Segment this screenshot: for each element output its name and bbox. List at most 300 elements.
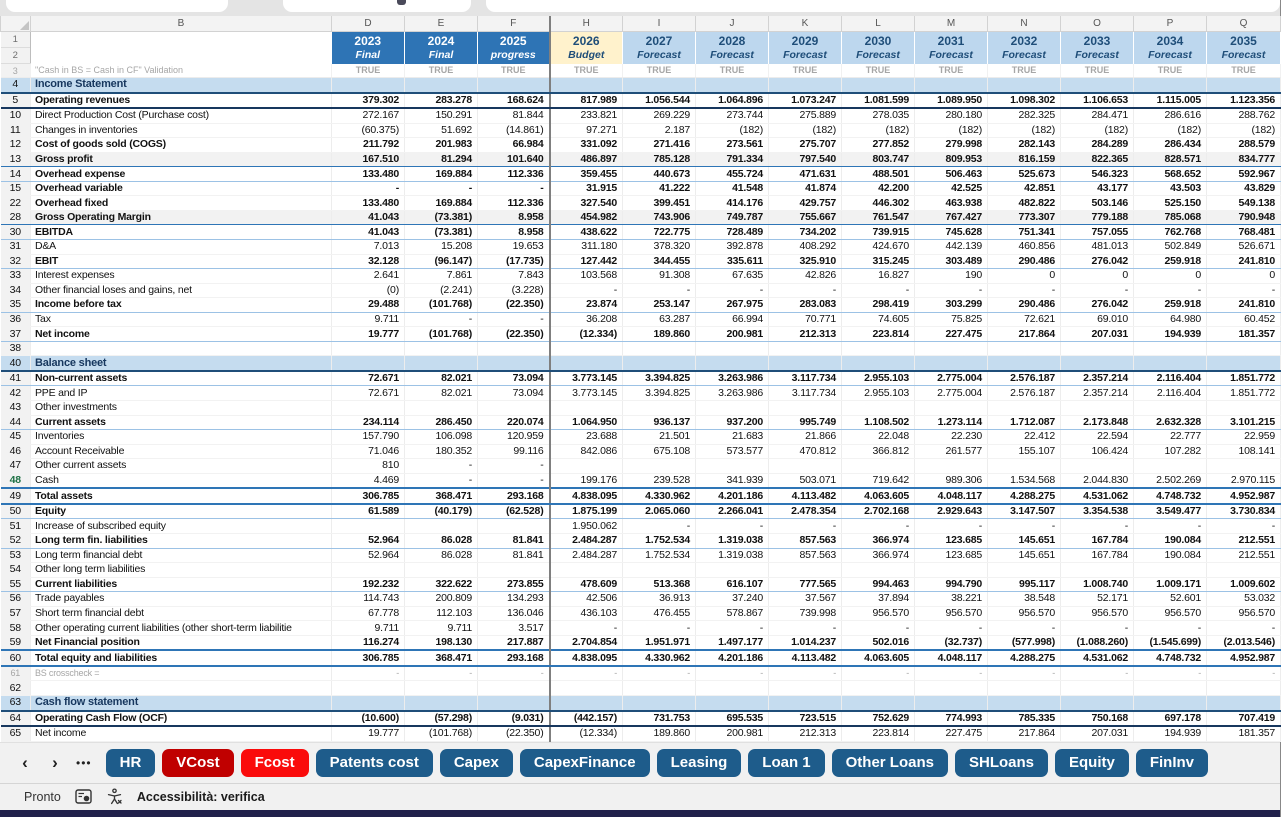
- cell[interactable]: [1061, 695, 1134, 710]
- cell[interactable]: [1207, 459, 1281, 474]
- row-header-47[interactable]: 47: [1, 459, 31, 474]
- cell[interactable]: 3.773.145: [550, 371, 623, 386]
- cell[interactable]: TRUE: [478, 64, 550, 78]
- cell[interactable]: 217.864: [988, 327, 1061, 342]
- year-header-2032[interactable]: [988, 32, 1061, 64]
- cell[interactable]: 1.950.062: [550, 519, 623, 534]
- cell[interactable]: 739.998: [769, 606, 842, 621]
- cell[interactable]: (32.737): [915, 635, 988, 650]
- cell[interactable]: (12.334): [550, 726, 623, 741]
- cell[interactable]: 1.273.114: [915, 415, 988, 430]
- cell[interactable]: 4.201.186: [696, 650, 769, 666]
- cell[interactable]: 1.106.653: [1061, 93, 1134, 109]
- column-header-I[interactable]: I: [623, 16, 696, 32]
- row-header-37[interactable]: 37: [1, 327, 31, 342]
- cell[interactable]: 81.294: [405, 152, 478, 167]
- cell[interactable]: 52.964: [332, 548, 405, 563]
- cell[interactable]: 298.419: [842, 298, 915, 313]
- row-label[interactable]: Long term financial debt: [31, 548, 332, 563]
- cell[interactable]: 751.341: [988, 225, 1061, 240]
- cell[interactable]: 53.032: [1207, 592, 1281, 607]
- cell[interactable]: 43.177: [1061, 181, 1134, 196]
- cell[interactable]: (14.861): [478, 123, 550, 138]
- cell[interactable]: 3.394.825: [623, 386, 696, 401]
- cell[interactable]: [1061, 681, 1134, 696]
- cell[interactable]: 779.188: [1061, 210, 1134, 225]
- cell[interactable]: 3.117.734: [769, 386, 842, 401]
- cell[interactable]: 1.534.568: [988, 473, 1061, 488]
- cell[interactable]: 2.357.214: [1061, 371, 1134, 386]
- row-header-4[interactable]: 4: [1, 78, 31, 93]
- cell[interactable]: 169.884: [405, 196, 478, 211]
- year-header-2028[interactable]: [696, 32, 769, 64]
- year-header-2033[interactable]: [1061, 32, 1134, 64]
- row-label[interactable]: Inventories: [31, 430, 332, 445]
- row-label[interactable]: Overhead fixed: [31, 196, 332, 211]
- cell[interactable]: (182): [1134, 123, 1207, 138]
- cell[interactable]: 4.838.095: [550, 488, 623, 504]
- cell[interactable]: 1.875.199: [550, 504, 623, 519]
- cell[interactable]: 42.525: [915, 181, 988, 196]
- cell[interactable]: 486.897: [550, 152, 623, 167]
- sheet-tab-equity[interactable]: Equity: [1055, 749, 1129, 777]
- cell[interactable]: 719.642: [842, 473, 915, 488]
- cell[interactable]: 180.352: [405, 444, 478, 459]
- cell[interactable]: [696, 78, 769, 93]
- cell[interactable]: [1061, 563, 1134, 578]
- cell[interactable]: 3.117.734: [769, 371, 842, 386]
- row-label[interactable]: EBIT: [31, 254, 332, 269]
- cell[interactable]: TRUE: [332, 64, 405, 78]
- cell[interactable]: [988, 401, 1061, 416]
- cell[interactable]: 4.113.482: [769, 488, 842, 504]
- cell[interactable]: 697.178: [1134, 711, 1207, 727]
- year-header-2035[interactable]: [1207, 32, 1281, 64]
- cell[interactable]: 1.064.896: [696, 93, 769, 109]
- cell[interactable]: [332, 681, 405, 696]
- cell[interactable]: 112.336: [478, 196, 550, 211]
- cell[interactable]: 573.577: [696, 444, 769, 459]
- cell[interactable]: 167.784: [1061, 533, 1134, 548]
- cell[interactable]: 41.043: [332, 225, 405, 240]
- cell[interactable]: -: [988, 666, 1061, 681]
- cell[interactable]: 4.952.987: [1207, 488, 1281, 504]
- cell[interactable]: 4.838.095: [550, 650, 623, 666]
- row-label[interactable]: [31, 341, 332, 356]
- cell[interactable]: 399.451: [623, 196, 696, 211]
- row-header-15[interactable]: 15: [1, 181, 31, 196]
- cell[interactable]: 707.419: [1207, 711, 1281, 727]
- cell[interactable]: -: [405, 312, 478, 327]
- row-label[interactable]: Other current assets: [31, 459, 332, 474]
- row-header-52[interactable]: 52: [1, 533, 31, 548]
- cell[interactable]: 785.128: [623, 152, 696, 167]
- column-header-E[interactable]: E: [405, 16, 478, 32]
- cell[interactable]: 16.827: [842, 269, 915, 284]
- cell[interactable]: 777.565: [769, 577, 842, 592]
- cell[interactable]: 134.293: [478, 592, 550, 607]
- cell[interactable]: 284.471: [1061, 108, 1134, 123]
- cell[interactable]: [550, 341, 623, 356]
- cell[interactable]: 91.308: [623, 269, 696, 284]
- cell[interactable]: 722.775: [623, 225, 696, 240]
- cell[interactable]: 75.825: [915, 312, 988, 327]
- cell[interactable]: 3.394.825: [623, 371, 696, 386]
- cell[interactable]: 275.889: [769, 108, 842, 123]
- cell[interactable]: 36.913: [623, 592, 696, 607]
- sheet-tab-patents-cost[interactable]: Patents cost: [316, 749, 433, 777]
- cell[interactable]: 212.551: [1207, 548, 1281, 563]
- cell[interactable]: 616.107: [696, 577, 769, 592]
- cell[interactable]: 995.749: [769, 415, 842, 430]
- cell[interactable]: [332, 341, 405, 356]
- cell[interactable]: 936.137: [623, 415, 696, 430]
- cell[interactable]: [550, 78, 623, 93]
- cell[interactable]: 22.412: [988, 430, 1061, 445]
- cell[interactable]: 181.357: [1207, 726, 1281, 741]
- cell[interactable]: 526.671: [1207, 240, 1281, 255]
- cell[interactable]: 4.113.482: [769, 650, 842, 666]
- row-label[interactable]: Other operating current liabilities (other short-term liabilitie: [31, 621, 332, 636]
- cell[interactable]: -: [1061, 519, 1134, 534]
- cell[interactable]: 4.748.732: [1134, 488, 1207, 504]
- cell[interactable]: 785.068: [1134, 210, 1207, 225]
- cell[interactable]: 4.048.117: [915, 650, 988, 666]
- cell[interactable]: 2.641: [332, 269, 405, 284]
- row-label[interactable]: Short term financial debt: [31, 606, 332, 621]
- cell[interactable]: 1.089.950: [915, 93, 988, 109]
- cell[interactable]: 3.147.507: [988, 504, 1061, 519]
- row-header-65[interactable]: 65: [1, 726, 31, 741]
- cell[interactable]: (2.013.546): [1207, 635, 1281, 650]
- cell[interactable]: 21.501: [623, 430, 696, 445]
- column-header-P[interactable]: P: [1134, 16, 1207, 32]
- row-header-35[interactable]: 35: [1, 298, 31, 313]
- column-header-K[interactable]: K: [769, 16, 842, 32]
- cell[interactable]: 271.416: [623, 138, 696, 153]
- cell[interactable]: 227.475: [915, 726, 988, 741]
- column-header-O[interactable]: O: [1061, 16, 1134, 32]
- cell[interactable]: 4.531.062: [1061, 650, 1134, 666]
- cell[interactable]: TRUE: [1134, 64, 1207, 78]
- cell[interactable]: 525.673: [988, 167, 1061, 182]
- cell[interactable]: 325.910: [769, 254, 842, 269]
- cell[interactable]: 227.475: [915, 327, 988, 342]
- cell[interactable]: -: [915, 519, 988, 534]
- cell[interactable]: 136.046: [478, 606, 550, 621]
- cell[interactable]: 106.098: [405, 430, 478, 445]
- cell[interactable]: 42.851: [988, 181, 1061, 196]
- cell[interactable]: 731.753: [623, 711, 696, 727]
- row-label[interactable]: Operating revenues: [31, 93, 332, 109]
- cell[interactable]: 63.287: [623, 312, 696, 327]
- cell[interactable]: 7.013: [332, 240, 405, 255]
- cell[interactable]: -: [842, 283, 915, 298]
- cell[interactable]: 253.147: [623, 298, 696, 313]
- cell[interactable]: [623, 695, 696, 710]
- cell[interactable]: [1207, 681, 1281, 696]
- row-label[interactable]: BS crosscheck =: [31, 666, 332, 681]
- cell[interactable]: 842.086: [550, 444, 623, 459]
- cell[interactable]: (62.528): [478, 504, 550, 519]
- cell[interactable]: 1.497.177: [696, 635, 769, 650]
- cell[interactable]: 1.752.534: [623, 533, 696, 548]
- cell[interactable]: [769, 681, 842, 696]
- cell[interactable]: -: [623, 519, 696, 534]
- cell[interactable]: [915, 459, 988, 474]
- cell[interactable]: 303.489: [915, 254, 988, 269]
- cell[interactable]: [31, 32, 332, 64]
- column-header-M[interactable]: M: [915, 16, 988, 32]
- cell[interactable]: 155.107: [988, 444, 1061, 459]
- cell[interactable]: 436.103: [550, 606, 623, 621]
- cell[interactable]: 513.368: [623, 577, 696, 592]
- row-header-1-2[interactable]: 1 2: [1, 32, 31, 64]
- cell[interactable]: 791.334: [696, 152, 769, 167]
- cell[interactable]: 2.955.103: [842, 371, 915, 386]
- cell[interactable]: 190.084: [1134, 533, 1207, 548]
- cell[interactable]: 834.777: [1207, 152, 1281, 167]
- cell[interactable]: 200.809: [405, 592, 478, 607]
- cell[interactable]: 335.611: [696, 254, 769, 269]
- cell[interactable]: 123.685: [915, 533, 988, 548]
- cell[interactable]: 133.480: [332, 167, 405, 182]
- cell[interactable]: 290.486: [988, 254, 1061, 269]
- cell[interactable]: [550, 401, 623, 416]
- column-header-Q[interactable]: Q: [1207, 16, 1281, 32]
- row-label[interactable]: Net Financial position: [31, 635, 332, 650]
- cell[interactable]: 145.651: [988, 548, 1061, 563]
- cell[interactable]: -: [332, 666, 405, 681]
- cell[interactable]: 3.773.145: [550, 386, 623, 401]
- row-header-51[interactable]: 51: [1, 519, 31, 534]
- cell[interactable]: [696, 341, 769, 356]
- row-label[interactable]: Long term fin. liabilities: [31, 533, 332, 548]
- row-header-56[interactable]: 56: [1, 592, 31, 607]
- cell[interactable]: [478, 681, 550, 696]
- cell[interactable]: 1.056.544: [623, 93, 696, 109]
- cell[interactable]: 4.748.732: [1134, 650, 1207, 666]
- cell[interactable]: [988, 78, 1061, 93]
- cell[interactable]: 168.624: [478, 93, 550, 109]
- row-header-13[interactable]: 13: [1, 152, 31, 167]
- cell[interactable]: 288.579: [1207, 138, 1281, 153]
- cell[interactable]: -: [478, 181, 550, 196]
- cell[interactable]: 503.146: [1061, 196, 1134, 211]
- cell[interactable]: (101.768): [405, 327, 478, 342]
- row-label[interactable]: Increase of subscribed equity: [31, 519, 332, 534]
- cell[interactable]: 42.200: [842, 181, 915, 196]
- cell[interactable]: 470.812: [769, 444, 842, 459]
- cell[interactable]: 994.790: [915, 577, 988, 592]
- cell[interactable]: 810: [332, 459, 405, 474]
- cell[interactable]: -: [405, 459, 478, 474]
- cell[interactable]: 61.589: [332, 504, 405, 519]
- cell[interactable]: 3.517: [478, 621, 550, 636]
- cell[interactable]: [332, 695, 405, 710]
- cell[interactable]: 481.013: [1061, 240, 1134, 255]
- cell[interactable]: TRUE: [842, 64, 915, 78]
- cell[interactable]: 278.035: [842, 108, 915, 123]
- cell[interactable]: [988, 681, 1061, 696]
- cell[interactable]: 241.810: [1207, 298, 1281, 313]
- year-header-2025[interactable]: [478, 32, 550, 64]
- row-header-10[interactable]: 10: [1, 108, 31, 123]
- cell[interactable]: 755.667: [769, 210, 842, 225]
- cell[interactable]: 438.622: [550, 225, 623, 240]
- cell[interactable]: 4.330.962: [623, 650, 696, 666]
- cell[interactable]: [769, 695, 842, 710]
- cell[interactable]: (40.179): [405, 504, 478, 519]
- cell[interactable]: 41.548: [696, 181, 769, 196]
- cell[interactable]: 2.576.187: [988, 371, 1061, 386]
- cell[interactable]: [478, 356, 550, 371]
- cell[interactable]: 120.959: [478, 430, 550, 445]
- cell[interactable]: (182): [842, 123, 915, 138]
- cell[interactable]: [1207, 401, 1281, 416]
- column-header-D[interactable]: D: [332, 16, 405, 32]
- cell[interactable]: 454.982: [550, 210, 623, 225]
- cell[interactable]: [550, 563, 623, 578]
- cell[interactable]: [1207, 563, 1281, 578]
- cell[interactable]: (442.157): [550, 711, 623, 727]
- cell[interactable]: [405, 563, 478, 578]
- cell[interactable]: 2.632.328: [1134, 415, 1207, 430]
- row-header-5[interactable]: 5: [1, 93, 31, 109]
- cell[interactable]: 277.852: [842, 138, 915, 153]
- cell[interactable]: 379.302: [332, 93, 405, 109]
- cell[interactable]: 460.856: [988, 240, 1061, 255]
- year-header-2029[interactable]: [769, 32, 842, 64]
- row-header-61[interactable]: 61: [1, 666, 31, 681]
- row-header-48[interactable]: 48: [1, 473, 31, 488]
- cell[interactable]: 455.724: [696, 167, 769, 182]
- cell[interactable]: 150.291: [405, 108, 478, 123]
- cell[interactable]: [1061, 459, 1134, 474]
- cell[interactable]: [696, 459, 769, 474]
- cell[interactable]: 734.202: [769, 225, 842, 240]
- year-header-2023[interactable]: [332, 32, 405, 64]
- cell[interactable]: 116.274: [332, 635, 405, 650]
- cell[interactable]: 103.568: [550, 269, 623, 284]
- cell[interactable]: 190.084: [1134, 548, 1207, 563]
- cell[interactable]: -: [696, 283, 769, 298]
- row-label[interactable]: Non-current assets: [31, 371, 332, 386]
- cell[interactable]: 19.777: [332, 726, 405, 741]
- cell[interactable]: 114.743: [332, 592, 405, 607]
- tab-more-button[interactable]: •••: [76, 755, 92, 770]
- cell[interactable]: 549.138: [1207, 196, 1281, 211]
- cell[interactable]: [550, 459, 623, 474]
- cell[interactable]: 762.768: [1134, 225, 1207, 240]
- row-header-49[interactable]: 49: [1, 488, 31, 504]
- cell[interactable]: 341.939: [696, 473, 769, 488]
- cell[interactable]: 476.455: [623, 606, 696, 621]
- row-label[interactable]: Other long term liabilities: [31, 563, 332, 578]
- column-header-L[interactable]: L: [842, 16, 915, 32]
- cell[interactable]: -: [1207, 283, 1281, 298]
- row-header-31[interactable]: 31: [1, 240, 31, 255]
- cell[interactable]: 0: [1134, 269, 1207, 284]
- cell[interactable]: 234.114: [332, 415, 405, 430]
- row-label[interactable]: Trade payables: [31, 592, 332, 607]
- cell[interactable]: (3.228): [478, 283, 550, 298]
- cell[interactable]: 2.704.854: [550, 635, 623, 650]
- cell[interactable]: 86.028: [405, 548, 478, 563]
- cell[interactable]: 211.792: [332, 138, 405, 153]
- cell[interactable]: 1.098.302: [988, 93, 1061, 109]
- cell[interactable]: 3.730.834: [1207, 504, 1281, 519]
- row-header-58[interactable]: 58: [1, 621, 31, 636]
- cell[interactable]: 368.471: [405, 650, 478, 666]
- cell[interactable]: 283.278: [405, 93, 478, 109]
- cell[interactable]: 828.571: [1134, 152, 1207, 167]
- cell[interactable]: 97.271: [550, 123, 623, 138]
- cell[interactable]: 366.812: [842, 444, 915, 459]
- cell[interactable]: (0): [332, 283, 405, 298]
- cell[interactable]: -: [1134, 283, 1207, 298]
- cell[interactable]: 546.323: [1061, 167, 1134, 182]
- cell[interactable]: [405, 519, 478, 534]
- year-header-2030[interactable]: [842, 32, 915, 64]
- row-label[interactable]: Other investments: [31, 401, 332, 416]
- cell[interactable]: 956.570: [1207, 606, 1281, 621]
- row-header-3[interactable]: 3: [1, 64, 31, 78]
- cell[interactable]: 74.605: [842, 312, 915, 327]
- cell[interactable]: 157.790: [332, 430, 405, 445]
- sheet-tab-fininv[interactable]: FinInv: [1136, 749, 1208, 777]
- cell[interactable]: [769, 341, 842, 356]
- cell[interactable]: -: [1061, 283, 1134, 298]
- row-label[interactable]: Cost of goods sold (COGS): [31, 138, 332, 153]
- cell[interactable]: 1.014.237: [769, 635, 842, 650]
- cell[interactable]: 1.081.599: [842, 93, 915, 109]
- cell[interactable]: 3.263.986: [696, 386, 769, 401]
- cell[interactable]: 133.480: [332, 196, 405, 211]
- sheet-tab-loan-1[interactable]: Loan 1: [748, 749, 824, 777]
- cell[interactable]: (182): [1061, 123, 1134, 138]
- cell[interactable]: 785.335: [988, 711, 1061, 727]
- cell[interactable]: 502.849: [1134, 240, 1207, 255]
- cell[interactable]: 38.221: [915, 592, 988, 607]
- cell[interactable]: -: [332, 181, 405, 196]
- cell[interactable]: [478, 563, 550, 578]
- cell[interactable]: 207.031: [1061, 726, 1134, 741]
- cell[interactable]: 592.967: [1207, 167, 1281, 182]
- row-header-28[interactable]: 28: [1, 210, 31, 225]
- cell[interactable]: 745.628: [915, 225, 988, 240]
- cell[interactable]: 60.452: [1207, 312, 1281, 327]
- row-header-63[interactable]: 63: [1, 695, 31, 710]
- cell[interactable]: 2.955.103: [842, 386, 915, 401]
- cell[interactable]: [1207, 356, 1281, 371]
- cell[interactable]: 19.777: [332, 327, 405, 342]
- cell[interactable]: [1061, 78, 1134, 93]
- cell[interactable]: [1134, 78, 1207, 93]
- row-label[interactable]: Balance sheet: [31, 356, 332, 371]
- cell[interactable]: 200.981: [696, 327, 769, 342]
- cell[interactable]: -: [478, 473, 550, 488]
- cell[interactable]: 81.844: [478, 108, 550, 123]
- cell[interactable]: [988, 563, 1061, 578]
- cell[interactable]: 857.563: [769, 548, 842, 563]
- cell[interactable]: (182): [769, 123, 842, 138]
- cell[interactable]: 273.855: [478, 577, 550, 592]
- cell[interactable]: [623, 78, 696, 93]
- cell[interactable]: [1134, 356, 1207, 371]
- cell[interactable]: TRUE: [696, 64, 769, 78]
- year-header-2026[interactable]: [550, 32, 623, 64]
